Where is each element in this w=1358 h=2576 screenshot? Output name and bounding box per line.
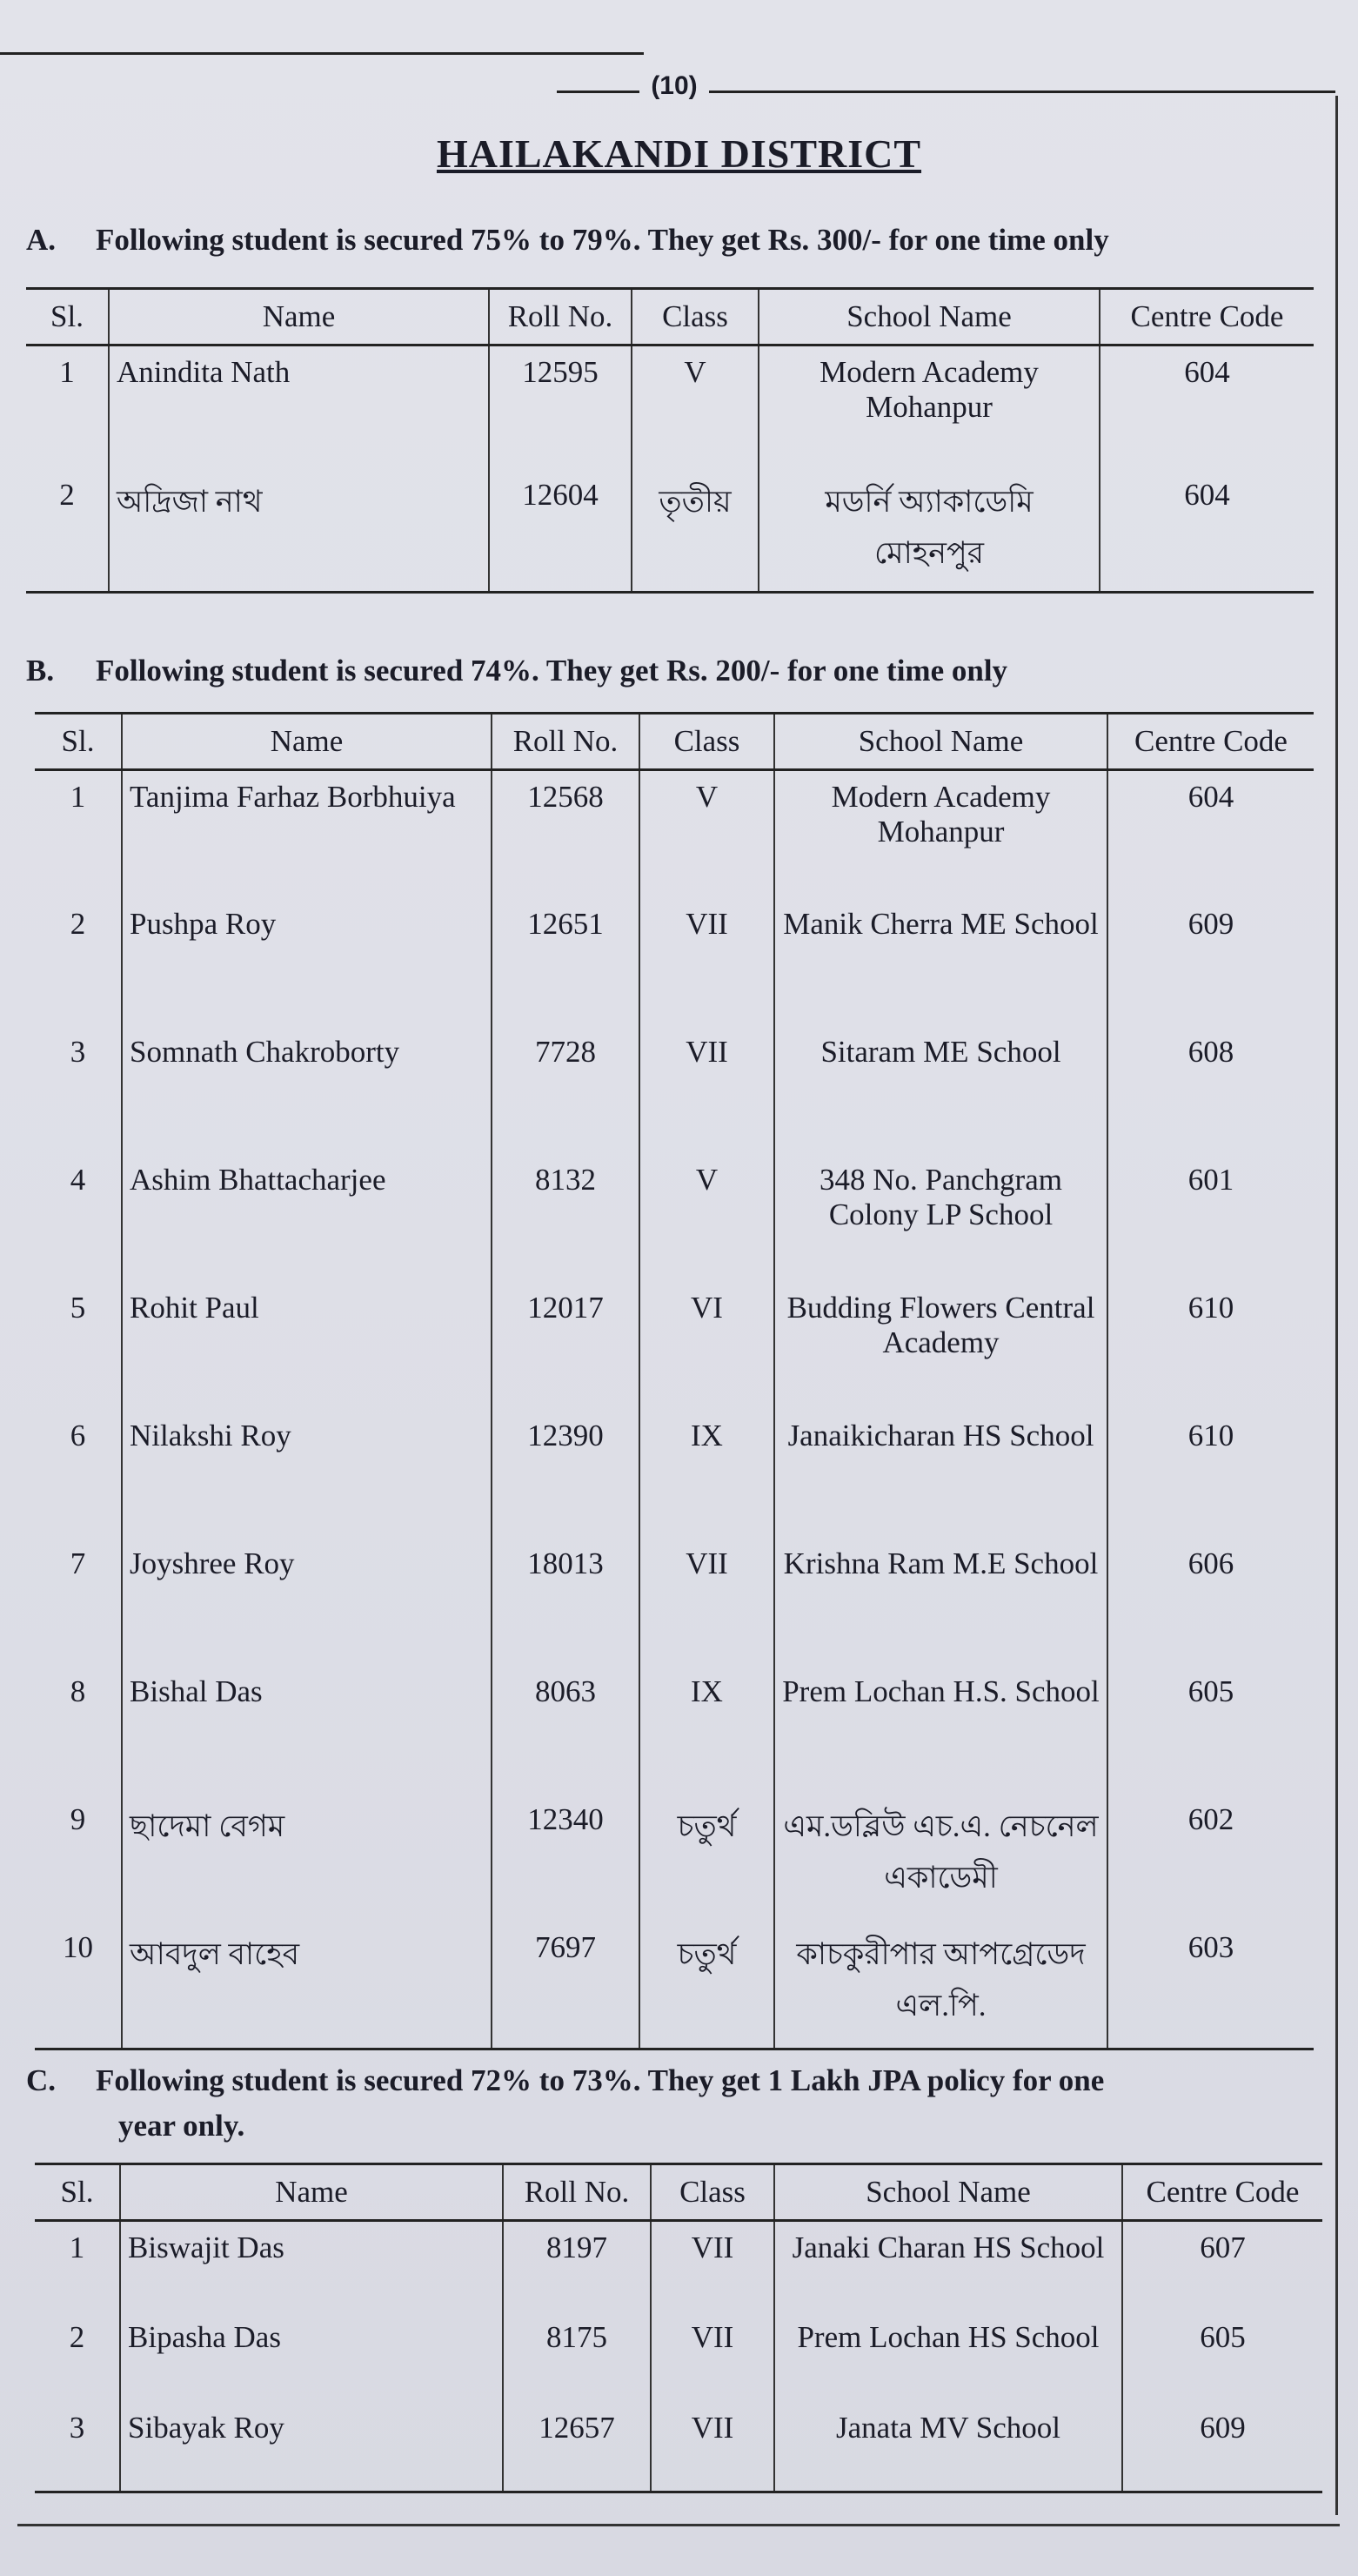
- table-row: [26, 469, 1314, 593]
- school-name: Sitaram ME School: [774, 1026, 1107, 1154]
- roll-number: 8063: [492, 1666, 639, 1794]
- student-name: Pushpa Roy: [122, 898, 492, 1026]
- section-heading-text: Following student is secured 74%. They get Rs. 200/- for one time only: [96, 654, 1008, 688]
- serial-number: 4: [70, 1162, 86, 1197]
- serial-number: 2: [70, 906, 86, 941]
- class: VII: [651, 2221, 774, 2311]
- school-name: Prem Lochan HS School: [774, 2311, 1122, 2402]
- sl-header: Sl.: [35, 714, 122, 770]
- centre-code: 608: [1107, 1026, 1314, 1154]
- serial-number: 2: [69, 2319, 85, 2354]
- section-letter: B.: [26, 654, 55, 688]
- centre-code: 602: [1107, 1794, 1314, 1922]
- class: VII: [651, 2311, 774, 2402]
- table-row: [35, 1922, 1314, 2049]
- student-name: অদ্রিজা নাথ: [109, 469, 489, 593]
- class-header: Class: [632, 289, 759, 345]
- class: V: [639, 770, 774, 898]
- class: চতুর্থ: [639, 1922, 774, 2049]
- class: V: [639, 1154, 774, 1282]
- table-row: [26, 345, 1314, 469]
- table-row: [35, 2311, 1322, 2402]
- section-heading-text: Following student is secured 75% to 79%. They get Rs. 300/- for one time only: [96, 223, 1109, 257]
- student-name: Tanjima Farhaz Borbhuiya: [122, 770, 492, 898]
- student-name: Rohit Paul: [122, 1282, 492, 1410]
- section-c-heading: [26, 2058, 1104, 2149]
- name-header: Name: [120, 2164, 503, 2221]
- serial-number: 3: [35, 2402, 120, 2492]
- school-name: 348 No. Panchgram Colony LP School: [774, 1154, 1107, 1282]
- section-heading-continuation: year only.: [118, 2109, 245, 2143]
- section-c-table: [35, 2163, 1322, 2493]
- student-name: Nilakshi Roy: [122, 1410, 492, 1538]
- centre-code-header: Centre Code: [1100, 289, 1314, 345]
- centre-code: 601: [1107, 1154, 1314, 1282]
- serial-number: 10: [35, 1922, 122, 2049]
- school-name-header: School Name: [759, 289, 1100, 345]
- class: তৃতীয়: [632, 469, 759, 593]
- class: V: [632, 345, 759, 469]
- table-row: [35, 1538, 1314, 1666]
- student-name: Sibayak Roy: [120, 2402, 503, 2492]
- student-name: Bishal Das: [122, 1666, 492, 1794]
- section-b-table: [35, 712, 1314, 2050]
- serial-number: 2: [26, 469, 109, 593]
- table-header-row: [35, 714, 1314, 770]
- school-name-header: School Name: [774, 714, 1107, 770]
- school-name-header: School Name: [774, 2164, 1122, 2221]
- serial-number: 5: [70, 1290, 86, 1325]
- roll-number: 12340: [492, 1794, 639, 1922]
- serial-number: 1: [69, 2231, 85, 2264]
- class: VII: [639, 898, 774, 1026]
- school-name: Budding Flowers Central Academy: [774, 1282, 1107, 1410]
- table-row: [35, 1282, 1314, 1410]
- table-row: [35, 1666, 1314, 1794]
- roll-no-header: Roll No.: [492, 714, 639, 770]
- frame-top-rule: [0, 52, 644, 55]
- school-name: Manik Cherra ME School: [774, 898, 1107, 1026]
- table-row: [35, 898, 1314, 1026]
- student-name: Somnath Chakroborty: [122, 1026, 492, 1154]
- centre-code: 605: [1107, 1666, 1314, 1794]
- page-number: (10): [651, 71, 698, 100]
- roll-number: 7697: [492, 1922, 639, 2049]
- table-row: [35, 770, 1314, 898]
- roll-number: 8197: [503, 2221, 651, 2311]
- centre-code: 606: [1107, 1538, 1314, 1666]
- school-name: Modern Academy Mohanpur: [774, 770, 1107, 898]
- frame-right-rule: [1335, 96, 1338, 2515]
- school-name: Janata MV School: [774, 2402, 1122, 2492]
- class: VII: [639, 1538, 774, 1666]
- school-name: কাচকুরীপার আপগ্রেডেদ এল.পি.: [774, 1922, 1107, 2049]
- centre-code: 609: [1122, 2402, 1322, 2492]
- roll-number: 12017: [492, 1282, 639, 1410]
- table-row: [35, 1410, 1314, 1538]
- centre-code: 610: [1107, 1410, 1314, 1538]
- serial-number: 9: [70, 1801, 86, 1836]
- school-name: Prem Lochan H.S. School: [774, 1666, 1107, 1794]
- roll-number: 12651: [492, 898, 639, 1026]
- centre-code: 604: [1107, 770, 1314, 898]
- centre-code: 610: [1107, 1282, 1314, 1410]
- section-heading-text: Following student is secured 72% to 73%. They get 1 Lakh JPA policy for one: [96, 2063, 1105, 2097]
- student-name: Joyshree Roy: [122, 1538, 492, 1666]
- centre-code: 605: [1122, 2311, 1322, 2402]
- class-header: Class: [639, 714, 774, 770]
- school-name: Janaki Charan HS School: [774, 2221, 1122, 2311]
- class: চতুর্থ: [639, 1794, 774, 1922]
- serial-number: 3: [70, 1034, 86, 1069]
- class: VII: [651, 2402, 774, 2492]
- roll-number: 12657: [503, 2402, 651, 2492]
- student-name: আবদুল বাহেব: [122, 1922, 492, 2049]
- class: IX: [639, 1410, 774, 1538]
- serial-number: 1: [70, 780, 86, 814]
- school-name: এম.ডব্লিউ এচ.এ. নেচনেল একাডেমী: [774, 1794, 1107, 1922]
- table-row: [35, 2221, 1322, 2311]
- serial-number: 8: [70, 1674, 86, 1708]
- section-a-table: [26, 287, 1314, 594]
- page-title: HAILAKANDI DISTRICT: [436, 131, 922, 176]
- sl-header: Sl.: [26, 289, 109, 345]
- school-name: মডর্নি অ্যাকাডেমি মোহনপুর: [759, 469, 1100, 593]
- name-header: Name: [109, 289, 489, 345]
- student-name: Anindita Nath: [109, 345, 489, 469]
- section-a-heading: [26, 218, 1109, 263]
- page-number-rule-right: [709, 91, 1335, 93]
- centre-code: 604: [1100, 345, 1314, 469]
- student-name: Ashim Bhattacharjee: [122, 1154, 492, 1282]
- class: IX: [639, 1666, 774, 1794]
- table-row: [35, 1026, 1314, 1154]
- centre-code: 607: [1122, 2221, 1322, 2311]
- page-number-rule-left: [557, 91, 639, 93]
- roll-number: 12595: [489, 345, 632, 469]
- student-name: Biswajit Das: [120, 2221, 503, 2311]
- class-header: Class: [651, 2164, 774, 2221]
- name-header: Name: [122, 714, 492, 770]
- section-letter: C.: [26, 2063, 57, 2097]
- roll-number: 12568: [492, 770, 639, 898]
- class: VI: [639, 1282, 774, 1410]
- roll-no-header: Roll No.: [503, 2164, 651, 2221]
- centre-code-header: Centre Code: [1107, 714, 1314, 770]
- centre-code: 604: [1100, 469, 1314, 593]
- roll-number: 18013: [492, 1538, 639, 1666]
- centre-code-header: Centre Code: [1122, 2164, 1322, 2221]
- roll-number: 12604: [489, 469, 632, 593]
- roll-number: 8132: [492, 1154, 639, 1282]
- centre-code: 609: [1107, 898, 1314, 1026]
- serial-number: 7: [70, 1546, 86, 1580]
- serial-number: 1: [59, 355, 75, 389]
- centre-code: 603: [1107, 1922, 1314, 2049]
- section-b-heading: [26, 648, 1007, 694]
- school-name: Krishna Ram M.E School: [774, 1538, 1107, 1666]
- class: VII: [639, 1026, 774, 1154]
- roll-number: 7728: [492, 1026, 639, 1154]
- bottom-rule: [17, 2524, 1340, 2526]
- student-name: Bipasha Das: [120, 2311, 503, 2402]
- table-row: [35, 1154, 1314, 1282]
- table-header-row: [26, 289, 1314, 345]
- page-number-row: [0, 71, 1358, 106]
- table-row: [35, 1794, 1314, 1922]
- roll-number: 8175: [503, 2311, 651, 2402]
- section-letter: A.: [26, 223, 57, 257]
- school-name: Janaikicharan HS School: [774, 1410, 1107, 1538]
- table-header-row: [35, 2164, 1322, 2221]
- sl-header: Sl.: [35, 2164, 120, 2221]
- table-row: [35, 2402, 1322, 2492]
- serial-number: 6: [70, 1418, 86, 1452]
- school-name: Modern Academy Mohanpur: [759, 345, 1100, 469]
- roll-number: 12390: [492, 1410, 639, 1538]
- student-name: ছাদেমা বেগম: [122, 1794, 492, 1922]
- roll-no-header: Roll No.: [489, 289, 632, 345]
